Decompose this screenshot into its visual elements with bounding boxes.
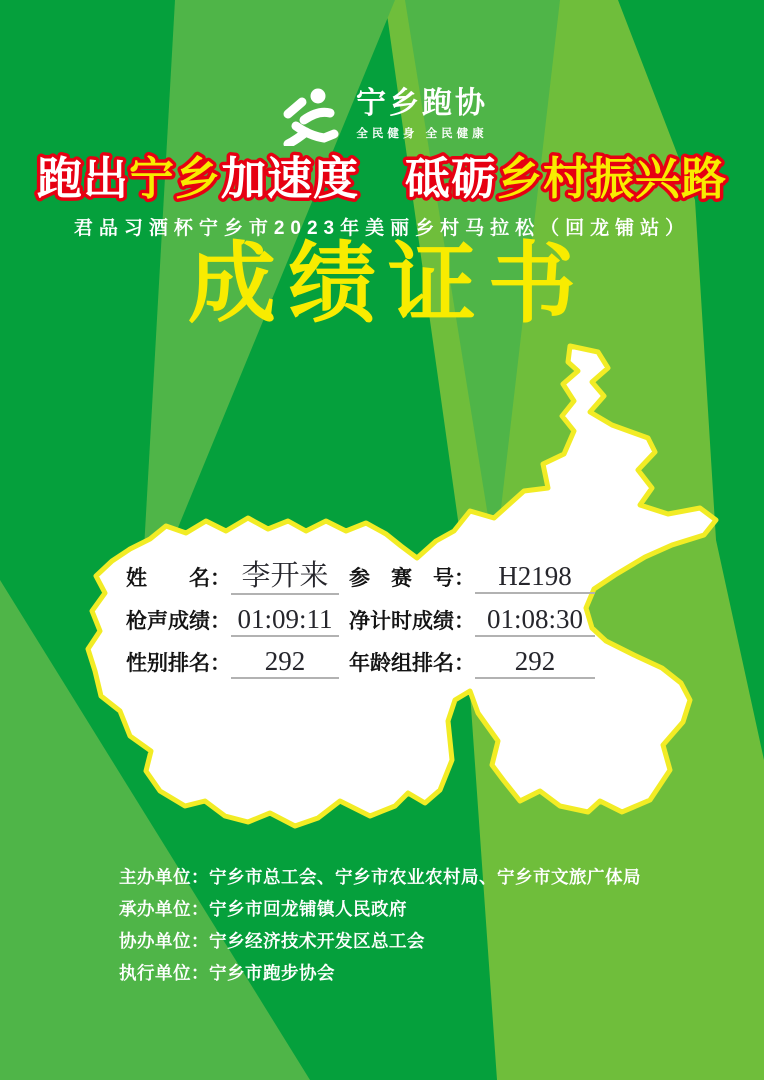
event-subtitle: 君品习酒杯宁乡市2023年美丽乡村马拉松（回龙铺站）: [73, 218, 691, 239]
slogan-seg-3: 加速度: [220, 153, 360, 204]
organizer-role: 协办单位：: [119, 931, 209, 951]
slogan-seg-1: 跑出: [36, 153, 129, 204]
organizer-names: 宁乡市跑步协会: [209, 963, 335, 983]
certificate-title: 成绩证书: [187, 234, 588, 333]
age-rank-value: 292: [475, 646, 595, 679]
bib-label: 参 赛 号：: [349, 567, 475, 590]
organizer-line-coorganizer: [119, 925, 699, 957]
organizer-role: 主办单位：: [119, 867, 209, 887]
result-form: [126, 560, 583, 688]
organizer-names: 宁乡经济技术开发区总工会: [209, 931, 425, 951]
event-slogan-text: [37, 153, 727, 204]
organizer-line-undertaker: [119, 893, 699, 925]
gun-time-label: 枪声成绩：: [126, 610, 231, 634]
name-value: 李开来: [231, 560, 339, 595]
organizer-role: 承办单位：: [119, 899, 209, 919]
organizer-line-host: [119, 861, 699, 893]
net-time-value: 01:08:30: [475, 604, 595, 637]
event-slogan-title: [0, 148, 764, 210]
bib-value: H2198: [475, 561, 595, 594]
association-logo: [0, 82, 764, 146]
logo-slogan: 全民健身 全民健康: [356, 128, 488, 140]
organizer-line-executor: [119, 957, 699, 989]
slogan-seg-2: 宁乡: [128, 153, 221, 204]
form-row-name-bib: [126, 560, 578, 595]
organizer-names: 宁乡市总工会、宁乡市农业农村局、宁乡市文旅广体局: [209, 867, 641, 887]
age-rank-label: 年龄组排名：: [349, 652, 475, 676]
form-row-times: [126, 604, 583, 637]
gun-time-value: 01:09:11: [231, 604, 339, 637]
organizer-role: 执行单位：: [119, 963, 209, 983]
logo-text-block: [356, 87, 488, 141]
name-label: 姓 名：: [126, 567, 231, 590]
slogan-seg-5: 乡村振兴路: [497, 153, 728, 204]
logo-name: 宁乡跑协: [356, 87, 488, 120]
form-row-ranks: [126, 646, 578, 679]
gender-rank-label: 性别排名：: [126, 652, 231, 676]
organizer-block: [119, 861, 699, 989]
net-time-label: 净计时成绩：: [349, 610, 475, 634]
organizer-names: 宁乡市回龙铺镇人民政府: [209, 899, 407, 919]
slogan-seg-4: 砥砺: [359, 153, 498, 204]
gender-rank-value: 292: [231, 646, 339, 679]
runner-icon: [276, 82, 340, 146]
